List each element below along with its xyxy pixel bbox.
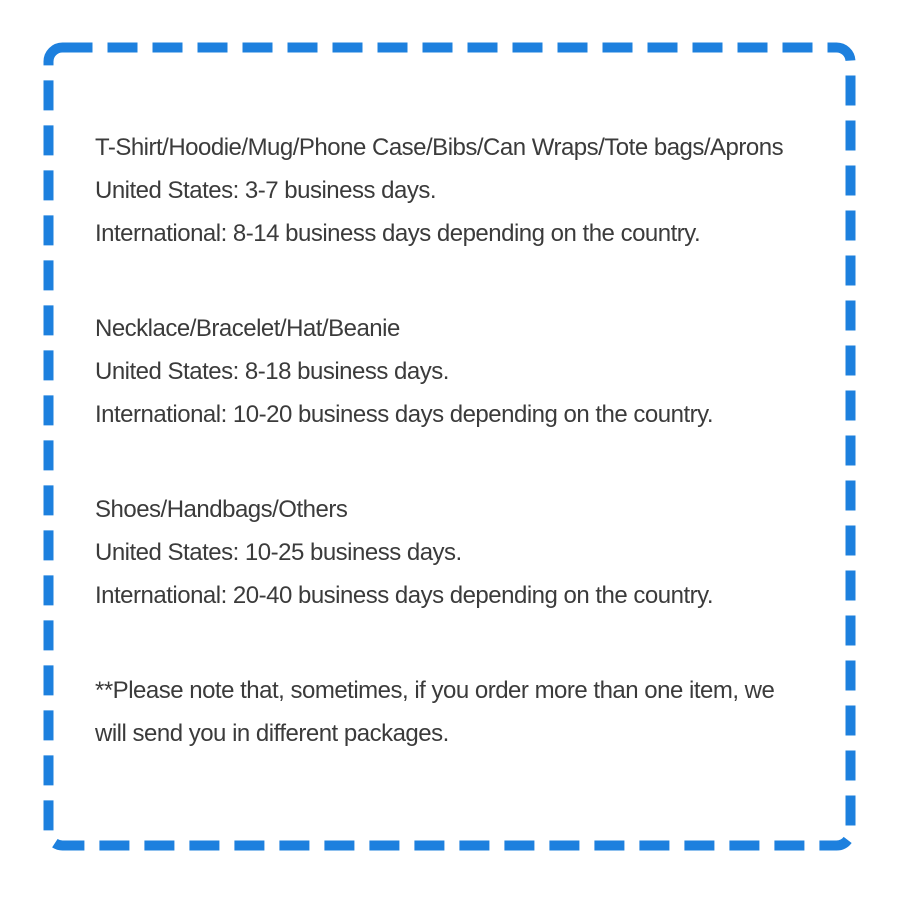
shipping-info-content — [95, 126, 840, 755]
section-heading: T-Shirt/Hoodie/Mug/Phone Case/Bibs/Can Wraps/Tote bags/Aprons — [95, 134, 784, 161]
note-line: **Please note that, sometimes, if you order more than one item, we — [95, 677, 775, 704]
shipping-section-accessories — [95, 307, 840, 436]
section-heading: Necklace/Bracelet/Hat/Beanie — [95, 315, 400, 342]
shipping-section-shoes — [95, 488, 840, 617]
shipping-line-international: International: 20-40 business days depending on the country. — [95, 582, 713, 609]
note-line: will send you in different packages. — [95, 720, 449, 747]
shipping-line-us: United States: 10-25 business days. — [95, 539, 462, 566]
packages-note — [95, 669, 840, 755]
shipping-section-apparel — [95, 126, 840, 255]
shipping-line-us: United States: 3-7 business days. — [95, 177, 437, 204]
shipping-line-us: United States: 8-18 business days. — [95, 358, 449, 385]
section-heading: Shoes/Handbags/Others — [95, 496, 348, 523]
shipping-line-international: International: 10-20 business days depending on the country. — [95, 401, 713, 428]
shipping-line-international: International: 8-14 business days depending on the country. — [95, 220, 701, 247]
